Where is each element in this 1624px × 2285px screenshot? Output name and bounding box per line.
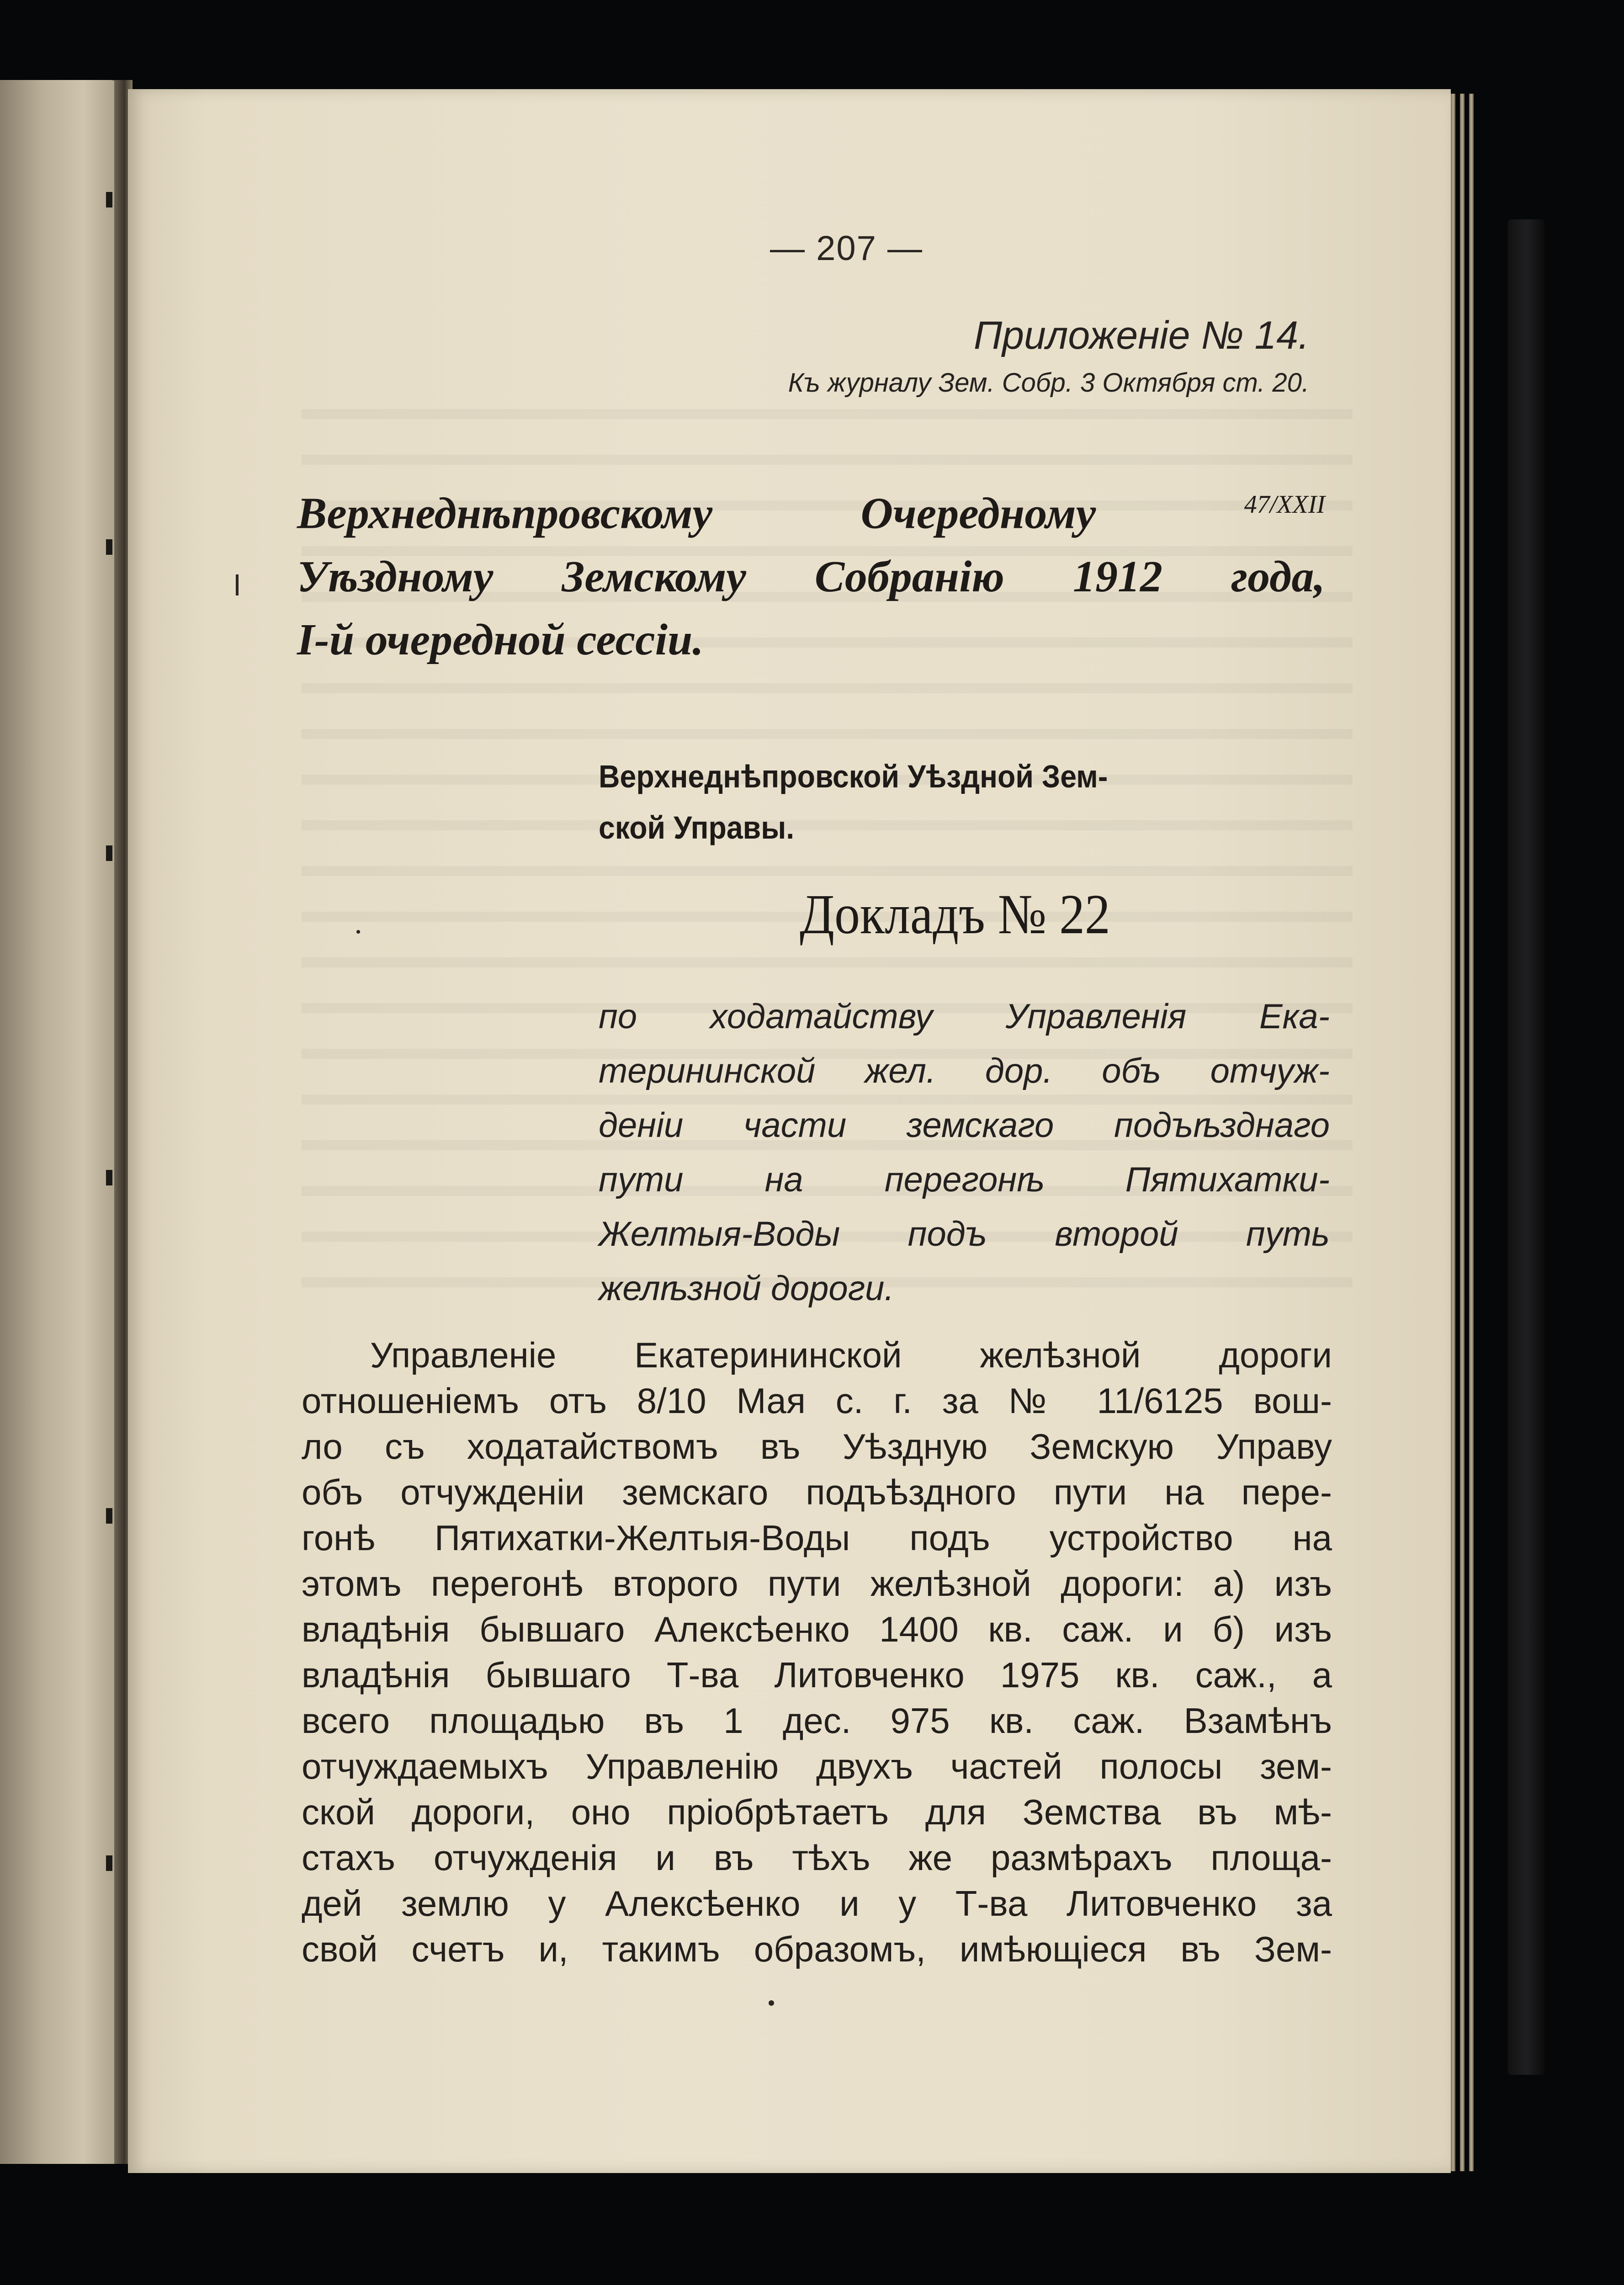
subject-line: по ходатайству Управленія Ека-	[599, 997, 1330, 1036]
body-line: владѣнія бывшаго Т-ва Литовченко 1975 кв. саж., а	[302, 1655, 1332, 1695]
margin-mark	[236, 574, 239, 595]
subject-line: терининской жел. дор. объ отчуж-	[599, 1052, 1330, 1090]
addressee-line-3: І-й очередной сессіи.	[297, 615, 704, 664]
body-line: ло съ ходатайствомъ въ Уѣздную Земскую Управу	[302, 1426, 1332, 1467]
book-cover-edge	[1508, 219, 1544, 2075]
addressee-block	[297, 473, 1325, 671]
body-line: гонѣ Пятихатки-Желтыя-Воды подъ устройство на	[302, 1518, 1332, 1558]
issuer-block	[599, 751, 1271, 853]
subject-line: деніи части земскаго подъѣзднаго	[599, 1106, 1330, 1145]
body-line: дей землю у Алексѣенко и у Т-ва Литовченко за	[302, 1883, 1332, 1924]
issuer-line-1: Верхнеднѣпровской Уѣздной Зем-	[599, 759, 1108, 794]
ink-speck	[769, 2000, 774, 2006]
page-stack-edge	[1469, 94, 1474, 2171]
body-line: объ отчужденіи земскаго подъѣздного пути на пере-	[302, 1472, 1332, 1512]
page-stack-edge	[1451, 94, 1455, 2171]
fraction-mark: 47/XXII	[1244, 490, 1325, 519]
body-line: владѣнія бывшаго Алексѣенко 1400 кв. саж. и б) изъ	[302, 1609, 1332, 1649]
appendix-title: Приложеніе № 14.	[973, 314, 1309, 357]
document-page	[128, 89, 1451, 2173]
body-line: ской дороги, оно пріобрѣтаетъ для Земства въ мѣ-	[302, 1792, 1332, 1832]
body-line: отчуждаемыхъ Управленію двухъ частей полосы зем-	[302, 1746, 1332, 1786]
body-line: свой счетъ и, такимъ образомъ, имѣющіеся въ Зем-	[302, 1929, 1332, 1969]
body-paragraph	[302, 1332, 1332, 1972]
previous-page-edge	[0, 80, 120, 2164]
body-line: Управленіе Екатерининской желѣзной дороги	[370, 1335, 1332, 1375]
appendix-reference: Къ журналу Зем. Собр. 3 Октября ст. 20.	[788, 368, 1309, 398]
report-title: Докладъ № 22	[800, 883, 1110, 946]
subject-line: желѣзной дороги.	[599, 1269, 894, 1308]
appendix-header	[788, 313, 1309, 398]
body-line: всего площадью въ 1 дес. 975 кв. саж. Взамѣнъ	[302, 1700, 1332, 1741]
ink-speck	[356, 930, 360, 934]
page-stack-edge	[1460, 94, 1465, 2171]
addressee-line-2: Уѣздному Земскому Собранію 1912 года,	[297, 552, 1325, 601]
subject-line: Желтыя-Воды подъ второй путь	[599, 1215, 1330, 1254]
addressee-line	[297, 473, 1325, 545]
body-line: отношеніемъ отъ 8/10 Мая с. г. за № 11/6125 вош-	[302, 1381, 1332, 1421]
issuer-line-2: ской Управы.	[599, 810, 795, 845]
report-subject	[599, 989, 1330, 1316]
page-number: — 207 —	[770, 229, 923, 268]
subject-line: пути на перегонѣ Пятихатки-	[599, 1160, 1330, 1199]
body-line: этомъ перегонѣ второго пути желѣзной дороги: а) изъ	[302, 1563, 1332, 1604]
body-line: стахъ отчужденія и въ тѣхъ же размѣрахъ площа-	[302, 1838, 1332, 1878]
addressee-line-1: Верхнеднѣпровскому Очередному	[297, 489, 1096, 538]
